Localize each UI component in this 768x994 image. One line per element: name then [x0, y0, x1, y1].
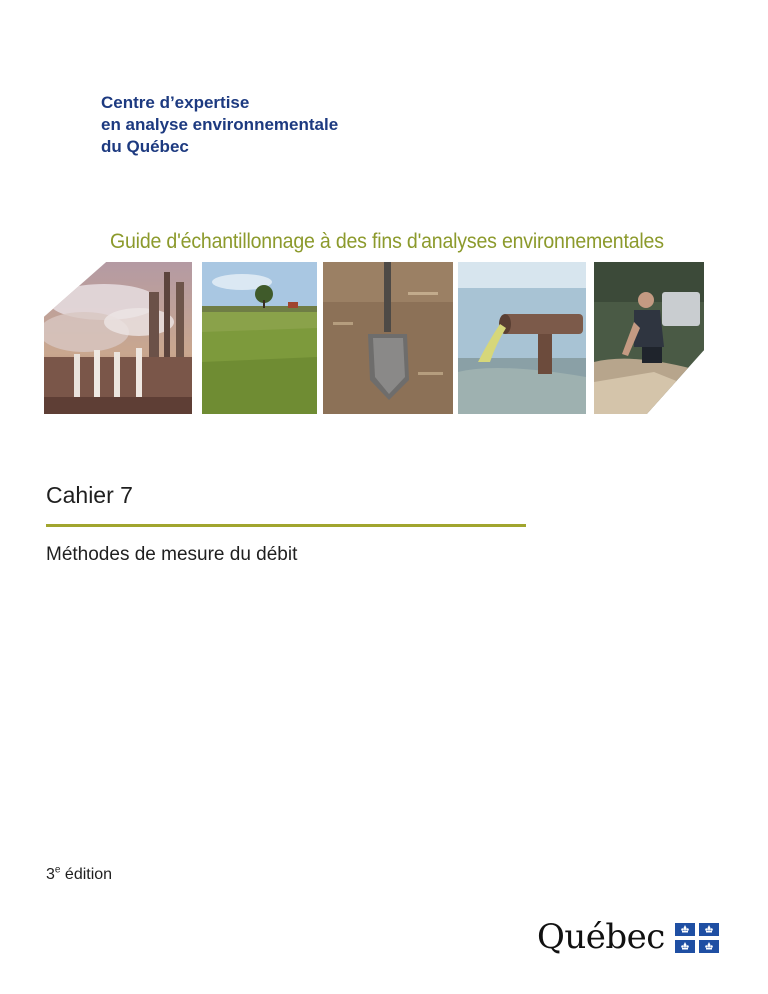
shovel-in-soil-photo [323, 262, 453, 414]
grass-field-photo [202, 262, 317, 414]
title-divider [46, 524, 526, 527]
edition-text: édition [60, 866, 113, 883]
fleur-de-lis-flag-icon [675, 923, 719, 953]
edition-suffix: e [54, 864, 61, 876]
document-subtitle: Méthodes de mesure du débit [46, 544, 298, 565]
organization-line-2: en analyse environnementale [101, 115, 339, 134]
organization-line-1: Centre d’expertise [101, 93, 250, 112]
guide-title: Guide d'échantillonnage à des fins d'analyses environnementales [110, 230, 664, 253]
field-sampling-person-photo [594, 262, 704, 414]
photo-banner [44, 262, 704, 414]
organization-name [101, 92, 338, 158]
effluent-pipe-photo [458, 262, 586, 414]
edition-number: 3 [46, 866, 55, 883]
organization-line-3: du Québec [101, 137, 189, 156]
quebec-wordmark: Québec [537, 917, 665, 957]
cahier-number: Cahier 7 [46, 482, 133, 508]
edition-label [46, 866, 112, 884]
industrial-smokestacks-photo [44, 262, 192, 414]
